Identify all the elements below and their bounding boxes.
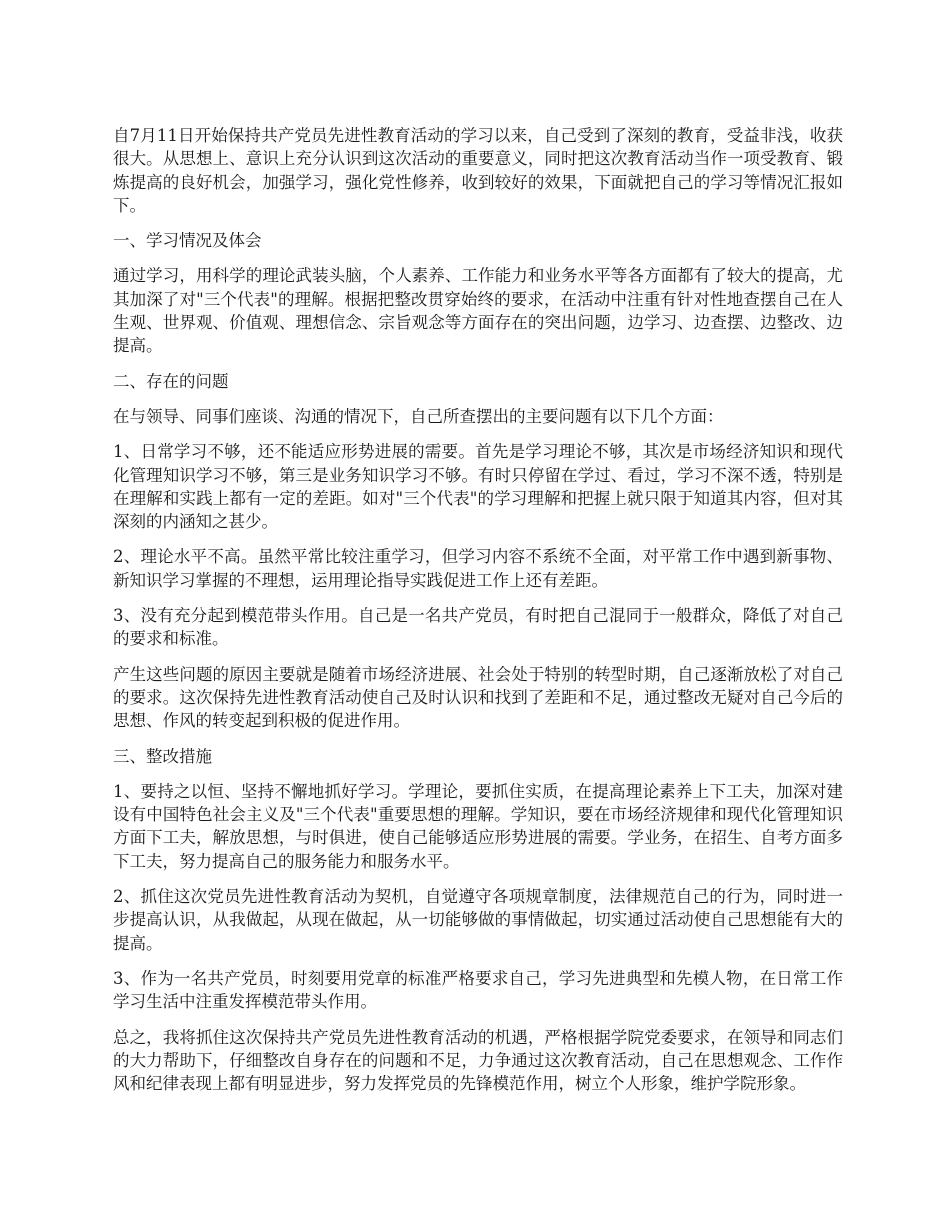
problem-item-1: 1、日常学习不够，还不能适应形势进展的需要。首先是学习理论不够，其次是市场经济知识和现代化管理知识学习不够，第三是业务知识学习不够。有时只停留在学过、看过，学习不深不透，特别是在理解和实践上都有一定的差距。如对"三个代表"的学习理解和把握上就只限于知道其内容，但对其深刻的内涵知之甚少。 bbox=[113, 442, 843, 532]
section-heading-problems: 二、存在的问题 bbox=[113, 371, 229, 391]
problem-item-3: 3、没有充分起到模范带头作用。自己是一名共产党员，有时把自己混同于一般群众，降低了对自己的要求和标准。 bbox=[113, 606, 843, 649]
measure-item-1: 1、要持之以恒、坚持不懈地抓好学习。学理论，要抓住实质，在提高理论素养上下工夫，加深对建设有中国特色社会主义及"三个代表"重要思想的理解。学知识，要在市场经济规律和现代化管理知识方面下工夫，解放思想，与时俱进，使自己能够适应形势进展的需要。学业务，在招生、自考方面多下工夫，努力提高自己的服务能力和服务水平。 bbox=[113, 781, 843, 871]
measure-item-3: 3、作为一名共产党员，时刻要用党章的标准严格要求自己，学习先进典型和先模人物，在日常工作学习生活中注重发挥模范带头作用。 bbox=[113, 968, 843, 1012]
conclusion-paragraph: 总之，我将抓住这次保持共产党员先进性教育活动的机遇，严格根据学院党委要求，在领导和同志们的大力帮助下，仔细整改自身存在的问题和不足，力争通过这次教育活动，自己在思想观念、工作作风和纪律表现上都有明显进步，努力发挥党员的先锋模范作用，树立个人形象，维护学院形象。 bbox=[113, 1027, 843, 1094]
problems-intro-paragraph: 在与领导、同事们座谈、沟通的情况下，自己所查摆出的主要问题有以下几个方面： bbox=[113, 406, 724, 426]
intro-paragraph: 自7月11日开始保持共产党员先进性教育活动的学习以来，自己受到了深刻的教育，受益非浅，收获很大。从思想上、意识上充分认识到这次活动的重要意义，同时把这次教育活动当作一项受教育、锻炼提高的良好机会，加强学习，强化党性修养，收到较好的效果，下面就把自己的学习等情况汇报如下。 bbox=[113, 126, 843, 215]
cause-paragraph: 产生这些问题的原因主要就是随着市场经济进展、社会处于特别的转型时期，自己逐渐放松了对自己的要求。这次保持先进性教育活动使自己及时认识和找到了差距和不足，通过整改无疑对自己今后的思想、作风的转变起到积极的促进作用。 bbox=[113, 664, 843, 731]
document-body bbox=[113, 124, 843, 1107]
study-paragraph: 通过学习，用科学的理论武装头脑，个人素养、工作能力和业务水平等各方面都有了较大的提高，尤其加深了对"三个代表"的理解。根据把整改贯穿始终的要求，在活动中注重有针对性地查摆自己在人生观、世界观、价值观、理想信念、宗旨观念等方面存在的突出问题，边学习、边查摆、边整改、边提高。 bbox=[113, 266, 843, 356]
measure-item-2: 2、抓住这次党员先进性教育活动为契机，自觉遵守各项规章制度，法律规范自己的行为，同时进一步提高认识，从我做起，从现在做起，从一切能够做的事情做起，切实通过活动使自己思想能有大的提高。 bbox=[113, 887, 843, 953]
problem-item-2: 2、理论水平不高。虽然平常比较注重学习，但学习内容不系统不全面，对平常工作中遇到新事物、新知识学习掌握的不理想，运用理论指导实践促进工作上还有差距。 bbox=[113, 547, 843, 590]
section-heading-study: 一、学习情况及体会 bbox=[113, 231, 262, 251]
section-heading-measures: 三、整改措施 bbox=[113, 746, 212, 766]
